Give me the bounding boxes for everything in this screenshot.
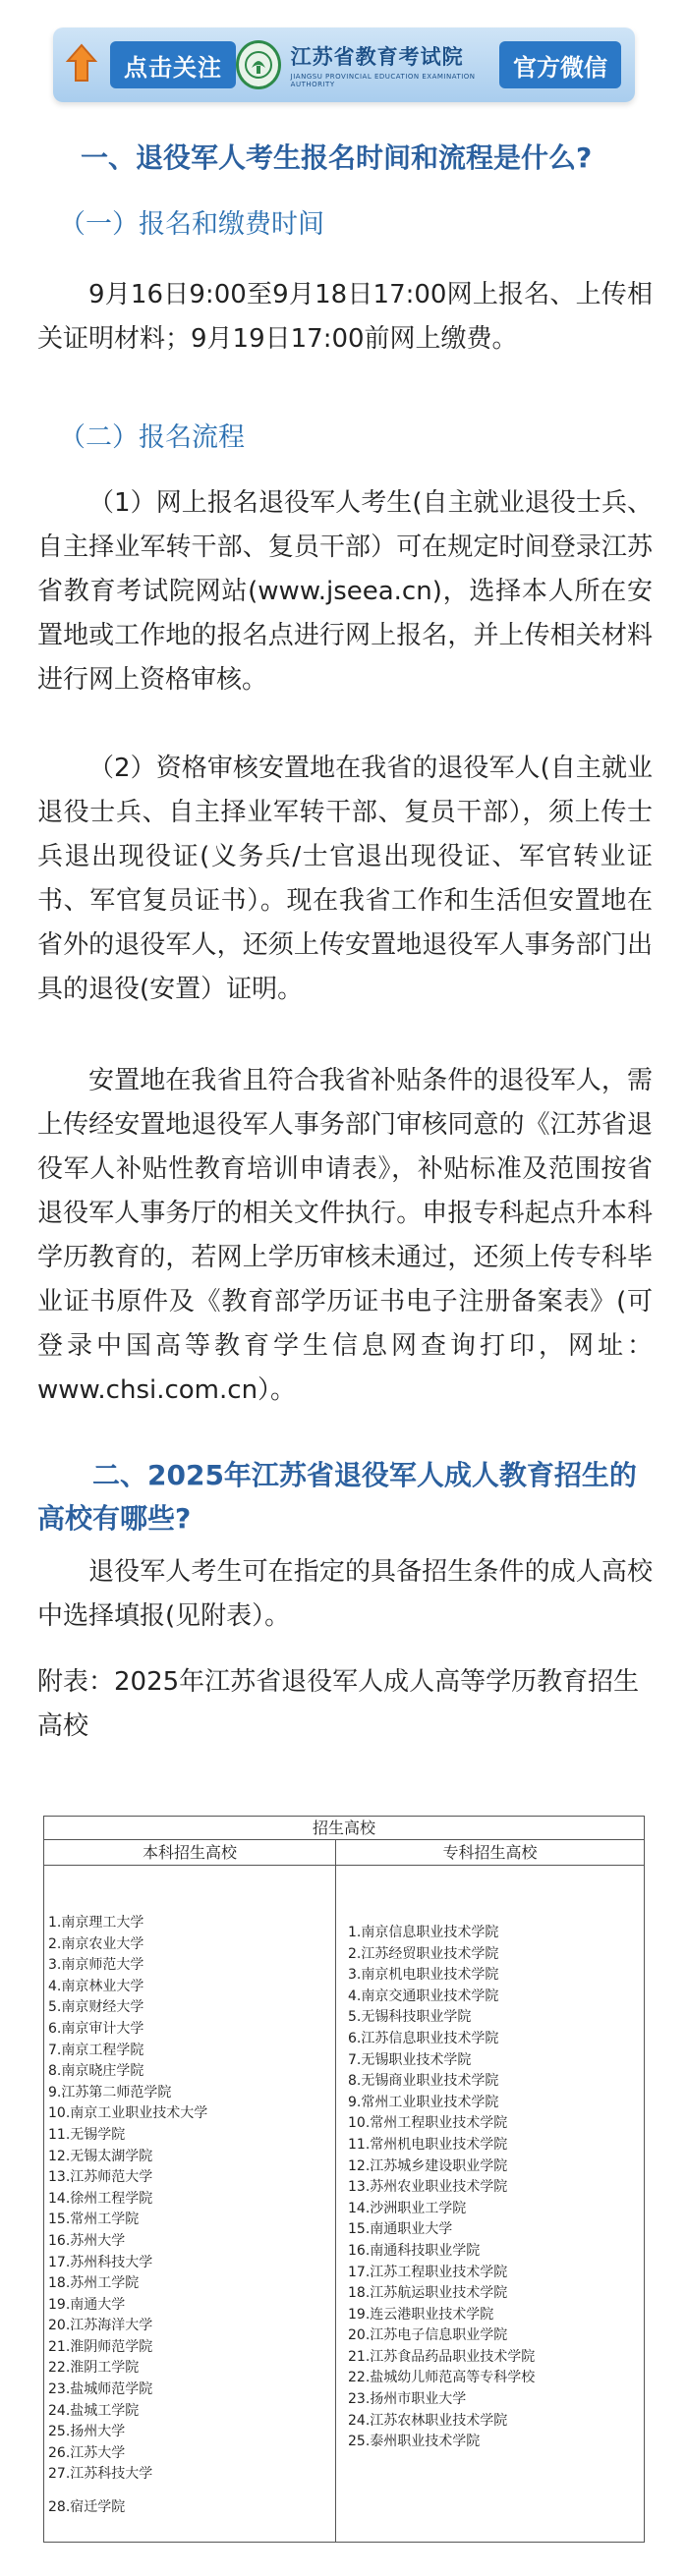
list-item: 22.淮阴工学院 (48, 2360, 140, 2377)
org-name-en: JIANGSU PROVINCIAL EDUCATION EXAMINATION AUTHORITY (290, 73, 476, 88)
list-item: 21.淮阴师范学院 (48, 2338, 153, 2355)
section1-sub1: （一）报名和缴费时间 (59, 209, 324, 240)
emblem-icon (236, 40, 281, 89)
list-item: 9.常州工业职业技术学院 (348, 2094, 499, 2110)
list-item: 3.南京师范大学 (48, 1957, 144, 1974)
list-item: 12.江苏城乡建设职业学院 (348, 2157, 508, 2174)
official-wechat-button[interactable]: 官方微信 (499, 41, 621, 88)
list-item: 6.江苏信息职业技术学院 (348, 2030, 499, 2046)
list-item: 17.江苏工程职业技术学院 (348, 2264, 508, 2280)
list-item: 17.苏州科技大学 (48, 2254, 153, 2270)
section1-title: 一、退役军人考生报名时间和流程是什么? (81, 141, 593, 174)
section2-para1: 退役军人考生可在指定的具备招生条件的成人高校中选择填报(见附表）。 (37, 1557, 653, 1631)
list-item: 4.南京林业大学 (48, 1978, 144, 1994)
hand-pointer-icon (53, 28, 110, 102)
list-item: 1.南京理工大学 (48, 1915, 144, 1931)
table-caption: 招生高校 (44, 1817, 644, 1840)
list-item: 1.南京信息职业技术学院 (348, 1925, 499, 1940)
universities-table (43, 1816, 645, 2543)
org-logo (236, 28, 499, 102)
list-item: 8.南京晓庄学院 (48, 2063, 144, 2080)
junior-college-list (348, 1923, 644, 2453)
list-item: 5.南京财经大学 (48, 1999, 144, 2016)
list-item: 27.江苏科技大学 (48, 2466, 153, 2483)
list-item: 3.南京机电职业技术学院 (348, 1967, 499, 1984)
list-item: 18.江苏航运职业技术学院 (348, 2285, 508, 2302)
list-item: 9.江苏第二师范学院 (48, 2084, 172, 2100)
junior-college-column (336, 1866, 644, 2542)
list-item: 14.徐州工程学院 (48, 2190, 153, 2207)
list-item: 7.南京工程学院 (48, 2042, 144, 2058)
list-item: 11.常州机电职业技术学院 (348, 2136, 508, 2153)
org-name: 江苏省教育考试院 (290, 45, 464, 69)
list-item: 2.南京农业大学 (48, 1935, 144, 1952)
section1-para3: （2）资格审核安置地在我省的退役军人(自主就业退役士兵、自主择业军转干部、复员干部），须上传士兵退出现役证(义务兵/士官退出现役证、军官转业证书、军官复员证书）。现在我省工作和生活但安置地在省外的退役军人，还须上传安置地退役军人事务部门出具的退役(安置）证明。 (37, 754, 653, 1004)
list-item: 26.江苏大学 (48, 2444, 126, 2461)
list-item: 23.扬州市职业大学 (348, 2391, 467, 2408)
section1-para4: 安置地在我省且符合我省补贴条件的退役军人，需上传经安置地退役军人事务部门审核同意的《江苏省退役军人补贴性教育培训申请表》，补贴标准及范围按省退役军人事务厅的相关文件执行。申报专科起点升本科学历教育的，若网上学历审核未通过，还须上传专科毕业证书原件及《教育部学历证书电子注册备案表》(可登录中国高等教育学生信息网查询打印，网址：www.chsi.com.cn）。 (37, 1066, 653, 1405)
list-item: 13.江苏师范大学 (48, 2169, 153, 2186)
list-item: 21.江苏食品药品职业技术学院 (348, 2348, 536, 2365)
list-item: 15.南通职业大学 (348, 2221, 453, 2238)
list-item: 10.常州工程职业技术学院 (348, 2115, 508, 2132)
list-item: 16.南通科技职业学院 (348, 2242, 481, 2259)
follow-banner[interactable] (53, 28, 635, 102)
list-item: 25.泰州职业技术学院 (348, 2434, 481, 2450)
list-item: 12.无锡太湖学院 (48, 2148, 153, 2164)
list-item: 22.盐城幼儿师范高等专科学校 (348, 2370, 536, 2386)
appendix-title: 附表：2025年江苏省退役军人成人高等学历教育招生高校 (37, 1667, 640, 1741)
list-item: 24.江苏农林职业技术学院 (348, 2412, 508, 2429)
list-item: 6.南京审计大学 (48, 2020, 144, 2037)
list-item: 16.苏州大学 (48, 2232, 126, 2249)
list-item: 7.无锡职业技术学院 (348, 2051, 472, 2068)
list-item: 11.无锡学院 (48, 2126, 126, 2143)
section1-para2: （1）网上报名退役军人考生(自主就业退役士兵、自主择业军转干部、复员干部）可在规定时间登录江苏省教育考试院网站(www.jseea.cn)，选择本人所在安置地或工作地的报名点进行网上报名，并上传相关材料进行网上资格审核。 (37, 488, 653, 695)
list-item: 20.江苏电子信息职业学院 (348, 2327, 508, 2344)
follow-button[interactable]: 点击关注 (110, 41, 236, 88)
section1-sub2: （二）报名流程 (59, 422, 245, 453)
list-item: 14.沙洲职业工学院 (348, 2200, 467, 2216)
list-item: 10.南京工业职业技术大学 (48, 2105, 208, 2122)
list-item: 13.苏州农业职业技术学院 (348, 2179, 508, 2196)
list-item: 4.南京交通职业技术学院 (348, 1988, 499, 2004)
list-item: 19.南通大学 (48, 2296, 126, 2313)
list-item: 25.扬州大学 (48, 2424, 126, 2440)
list-item: 20.江苏海洋大学 (48, 2318, 153, 2334)
section2-title: 二、2025年江苏省退役军人成人教育招生的高校有哪些? (37, 1459, 637, 1535)
header-junior-college: 专科招生高校 (442, 1843, 538, 1862)
list-item: 18.苏州工学院 (48, 2275, 140, 2292)
section1-para1: 9月16日9:00至9月18日17:00网上报名、上传相关证明材料；9月19日17:00前网上缴费。 (37, 280, 653, 354)
list-item: 2.江苏经贸职业技术学院 (348, 1945, 499, 1962)
list-item: 24.盐城工学院 (48, 2402, 140, 2419)
undergraduate-list (48, 1913, 335, 2519)
list-item: 8.无锡商业职业技术学院 (348, 2073, 499, 2090)
list-item: 23.盐城师范学院 (48, 2381, 153, 2398)
list-item: 5.无锡科技职业学院 (348, 2009, 472, 2026)
header-undergraduate: 本科招生高校 (44, 1840, 336, 1865)
list-item: 19.连云港职业技术学院 (348, 2306, 494, 2323)
list-item: 15.常州工学院 (48, 2212, 140, 2228)
list-item: 28.宿迁学院 (48, 2499, 126, 2516)
undergraduate-column (44, 1866, 336, 2542)
